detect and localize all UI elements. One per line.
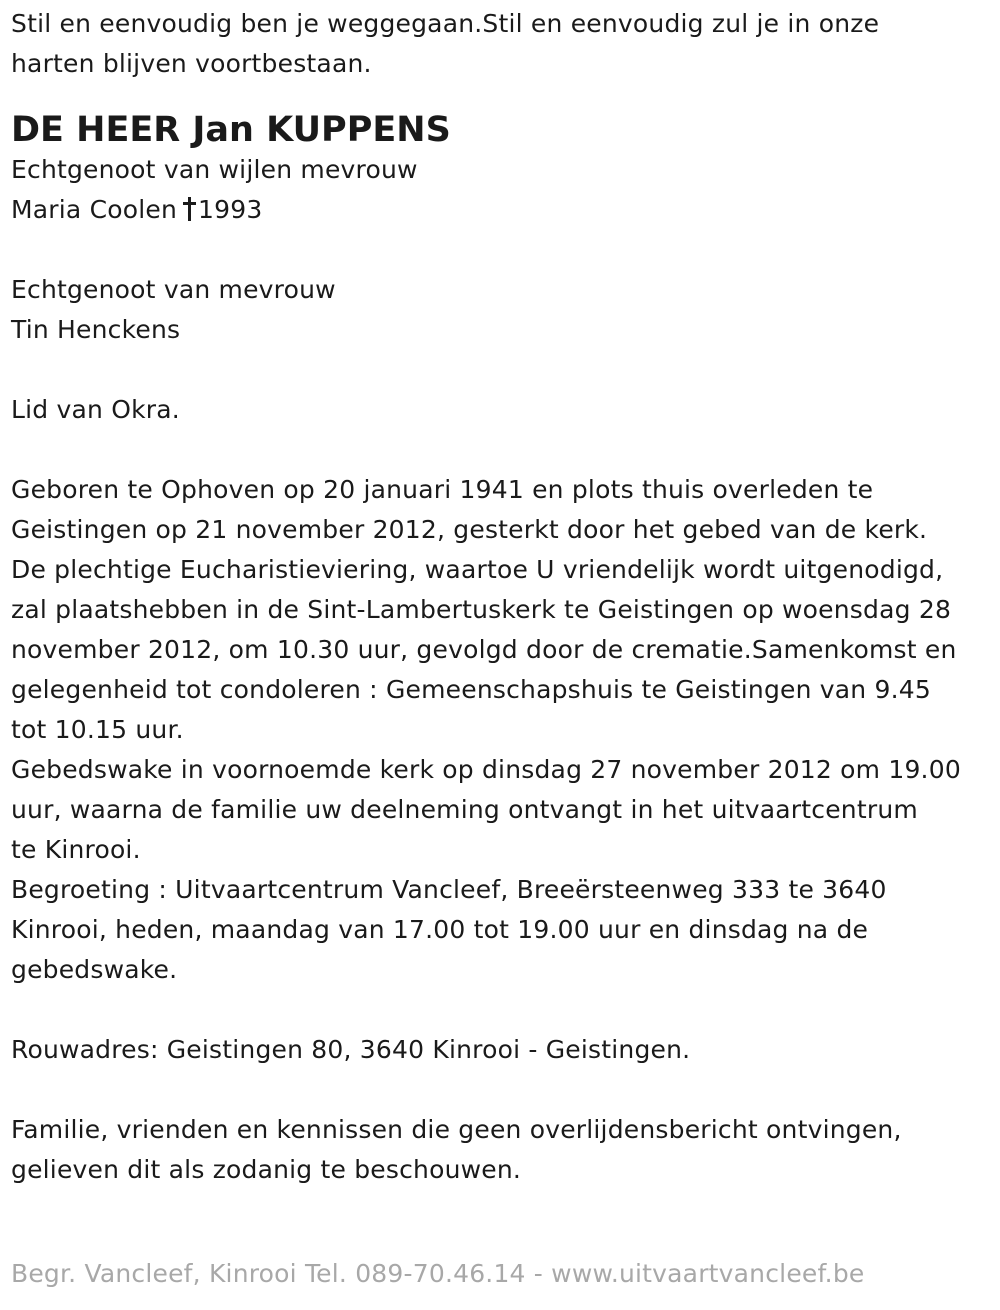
details-line: tot 10.15 uur. xyxy=(11,715,184,744)
spouse-name: Tin Henckens xyxy=(11,315,181,344)
spouse-block xyxy=(11,270,996,350)
details-line: Geboren te Ophoven op 20 januari 1941 en plots thuis overleden te xyxy=(11,475,874,504)
membership-text: Lid van Okra. xyxy=(11,395,180,424)
obituary-notice xyxy=(11,4,996,1190)
details-line: uur, waarna de familie uw deelneming ontvangt in het uitvaartcentrum xyxy=(11,795,918,824)
details-line: gebedswake. xyxy=(11,955,178,984)
late-spouse-line xyxy=(11,190,996,230)
spacer xyxy=(11,350,996,390)
intro-line: Stil en eenvoudig ben je weggegaan.Stil en eenvoudig zul je in onze xyxy=(11,9,880,38)
cross-icon xyxy=(183,197,196,221)
funeral-director-footer: Begr. Vancleef, Kinrooi Tel. 089-70.46.14 - www.uitvaartvancleef.be xyxy=(11,1259,865,1288)
details-line: Geistingen op 21 november 2012, gesterkt door het gebed van de kerk. xyxy=(11,515,928,544)
funeral-details xyxy=(11,470,996,990)
deceased-name: DE HEER Jan KUPPENS xyxy=(11,110,451,150)
details-line: De plechtige Eucharistieviering, waartoe U vriendelijk wordt uitgenodigd, xyxy=(11,555,944,584)
mourning-address: Rouwadres: Geistingen 80, 3640 Kinrooi - Geistingen. xyxy=(11,1035,691,1064)
details-line: november 2012, om 10.30 uur, gevolgd door de crematie.Samenkomst en xyxy=(11,635,957,664)
late-spouse-label: Echtgenoot van wijlen mevrouw xyxy=(11,155,418,184)
spacer xyxy=(11,430,996,470)
late-spouse-year: 1993 xyxy=(198,195,263,224)
closing-note xyxy=(11,1110,996,1190)
details-line: Gebedswake in voornoemde kerk op dinsdag 27 november 2012 om 19.00 xyxy=(11,755,961,784)
details-line: Kinrooi, heden, maandag van 17.00 tot 19.00 uur en dinsdag na de xyxy=(11,915,869,944)
closing-line: Familie, vrienden en kennissen die geen overlijdensbericht ontvingen, xyxy=(11,1115,902,1144)
details-line: zal plaatshebben in de Sint-Lambertuskerk te Geistingen op woensdag 28 xyxy=(11,595,952,624)
spouse-label: Echtgenoot van mevrouw xyxy=(11,275,336,304)
details-line: Begroeting : Uitvaartcentrum Vancleef, Breeërsteenweg 333 te 3640 xyxy=(11,875,887,904)
spacer xyxy=(11,230,996,270)
intro-verse xyxy=(11,4,996,84)
intro-line: harten blijven voortbestaan. xyxy=(11,49,372,78)
details-line: te Kinrooi. xyxy=(11,835,141,864)
details-line: gelegenheid tot condoleren : Gemeenschapshuis te Geistingen van 9.45 xyxy=(11,675,931,704)
spacer xyxy=(11,1070,996,1110)
spacer xyxy=(11,990,996,1030)
late-spouse-name: Maria Coolen xyxy=(11,195,177,224)
closing-line: gelieven dit als zodanig te beschouwen. xyxy=(11,1155,522,1184)
late-spouse-block xyxy=(11,150,996,230)
